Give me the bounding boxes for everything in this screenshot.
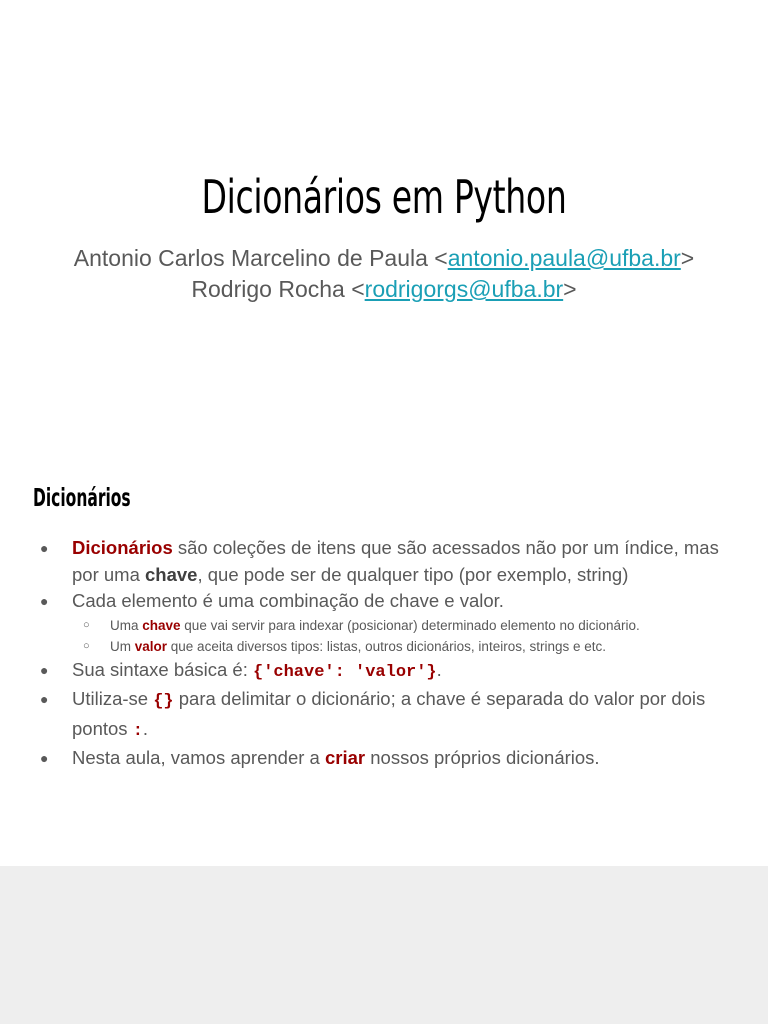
sub-bullet-text: Uma (110, 617, 143, 633)
email-bracket: > (563, 276, 577, 302)
highlight-term: criar (324, 747, 366, 768)
bullet-item (40, 535, 740, 588)
bullet-text: para delimitar o dicionário; a chave é separada do valor por dois pontos (72, 688, 706, 739)
bullet-list (40, 535, 740, 772)
highlight-term: Dicionários (72, 537, 173, 558)
code-snippet: : (132, 721, 143, 741)
bullet-text: . (436, 658, 442, 680)
sub-bullet-item (72, 615, 740, 636)
bullet-dot-icon: ● (40, 593, 49, 609)
author-name: Rodrigo Rocha < (191, 276, 365, 302)
bullet-text: , que pode ser de qualquer tipo (por exemplo, string) (197, 563, 629, 585)
sub-bullet-text: que vai servir para indexar (posicionar) determinado elemento no dicionário. (180, 617, 640, 633)
highlight-term: valor (134, 638, 168, 654)
circle-bullet-icon: ○ (83, 639, 90, 652)
bullet-item (40, 745, 740, 772)
email-bracket: > (680, 245, 695, 271)
author-email-link[interactable]: antonio.paula@ufba.br (447, 245, 681, 271)
sub-bullet-list (72, 615, 740, 657)
bullet-text: Nesta aula, vamos aprender a (72, 747, 325, 768)
bullet-item (40, 686, 740, 745)
circle-bullet-icon: ○ (83, 618, 90, 631)
bullet-text: Sua sintaxe básica é: (72, 658, 253, 680)
title-slide (0, 0, 768, 432)
bullet-dot-icon: ● (40, 540, 49, 556)
author-email-link[interactable]: rodrigorgs@ufba.br (364, 276, 564, 302)
author-name: Antonio Carlos Marcelino de Paula < (73, 245, 448, 271)
presentation-title: Dicionários em Python (201, 170, 567, 224)
strong-word: chave (145, 563, 198, 585)
author-list (0, 243, 768, 305)
bullet-text: são coleções de itens que são acessados não por um índice, mas por uma (72, 537, 719, 585)
bullet-text: . (142, 717, 149, 739)
code-snippet: {} (153, 692, 174, 711)
sub-bullet-text: que aceita diversos tipos: listas, outros dicionários, inteiros, strings e etc. (167, 638, 606, 654)
highlight-term: chave (142, 617, 181, 633)
bullet-dot-icon: ● (40, 691, 49, 707)
bullet-item (40, 588, 740, 657)
code-snippet: {'chave': 'valor'} (253, 662, 437, 682)
bullet-item (40, 657, 740, 687)
bullet-dot-icon: ● (40, 750, 49, 766)
section-heading: Dicionários (33, 483, 131, 512)
bullet-dot-icon: ● (40, 661, 49, 678)
bullet-text: Utiliza-se (72, 688, 154, 709)
bullet-text: Cada elemento é uma combinação de chave e valor. (72, 590, 504, 611)
author-line-2 (0, 274, 768, 305)
sub-bullet-text: Um (110, 638, 135, 654)
author-line-1 (0, 243, 768, 274)
sub-bullet-item (72, 636, 740, 657)
bullet-text: nossos próprios dicionários. (365, 747, 600, 768)
content-slide (0, 432, 768, 866)
